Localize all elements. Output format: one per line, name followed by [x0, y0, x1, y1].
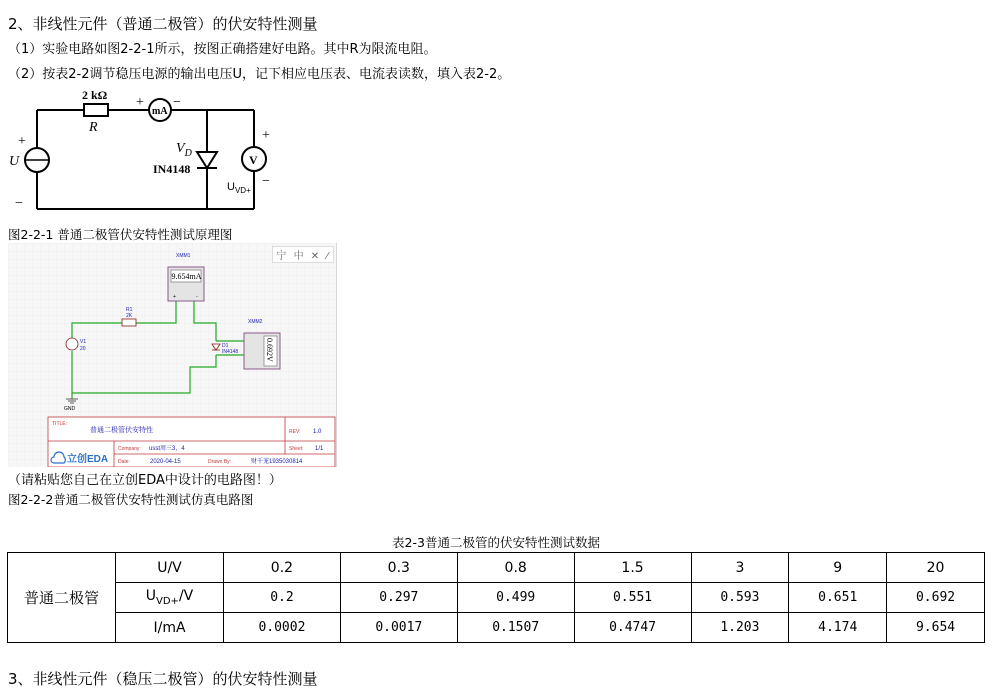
- company-label: Company:: [118, 446, 141, 452]
- rev-label: REV:: [289, 429, 301, 435]
- diode-label: $V_D$: [176, 141, 192, 159]
- rev-value: 1.0: [313, 429, 322, 435]
- source-label: U: [9, 154, 20, 169]
- table-row: [8, 553, 985, 583]
- voltmeter-label: V: [249, 153, 258, 167]
- xmm1-minus: -: [196, 294, 198, 300]
- data-table: [7, 552, 985, 643]
- d1-label: D1: [222, 343, 229, 349]
- xmm1-reading: 9.654mA: [171, 272, 202, 281]
- table-cell: 4.174: [789, 613, 887, 643]
- table-cell: 0.651: [789, 583, 887, 613]
- voltmeter-minus: −: [262, 174, 270, 189]
- table-row: [8, 613, 985, 643]
- eda-toolbar[interactable]: 宁 中 ✕ ⁄: [272, 246, 334, 263]
- table-caption: 表2-3普通二极管的伏安特性测试数据: [392, 535, 600, 550]
- title-value: 普通二极管伏安特性: [90, 427, 153, 434]
- source-minus: −: [15, 196, 23, 211]
- table-cell: 0.551: [574, 583, 691, 613]
- xmm1-plus: +: [173, 294, 176, 300]
- eda-source-v1: [66, 338, 78, 350]
- gnd-label: GND: [64, 406, 76, 412]
- resistor: [84, 104, 108, 116]
- source-plus: +: [18, 134, 26, 149]
- table-cell: 0.593: [691, 583, 789, 613]
- r1-value: 2K: [126, 313, 133, 319]
- ammeter-minus: −: [173, 95, 181, 110]
- vd-label: $U_{VD+}$: [227, 181, 251, 195]
- section-3-title: 3、非线性元件（稳压二极管）的伏安特性测量: [8, 670, 318, 688]
- row-header: 普通二极管: [8, 553, 116, 643]
- ammeter-plus: +: [136, 95, 144, 110]
- xmm2-label: XMM2: [248, 319, 263, 325]
- table-cell: 0.0017: [340, 613, 457, 643]
- figure-2-caption: 图2-2-2普通二极管伏安特性测试仿真电路图: [8, 492, 254, 507]
- voltmeter-plus: +: [262, 128, 270, 143]
- step-1-text: （1）实验电路如图2-2-1所示，按图正确搭建好电路。其中R为限流电阻。: [8, 42, 437, 57]
- title-label: TITLE:: [52, 421, 68, 427]
- eda-resistor-r1: [122, 319, 136, 326]
- row-label: $U_{VD+}/V$: [116, 583, 224, 613]
- date-value: 2020-04-15: [150, 459, 181, 465]
- paste-note: （请粘贴您自己在立创EDA中设计的电路图！）: [8, 473, 282, 488]
- table-cell: 9: [789, 553, 887, 583]
- v1-value: 20: [80, 346, 86, 352]
- date-label: Date:: [118, 459, 130, 465]
- v1-label: V1: [80, 339, 87, 345]
- xmm2-reading: 0.692V: [265, 338, 274, 362]
- sheet-value: 1/1: [315, 446, 324, 452]
- row-label: U/V: [116, 553, 224, 583]
- row-label: I/mA: [116, 613, 224, 643]
- table-cell: 0.2: [224, 553, 341, 583]
- table-cell: 0.499: [457, 583, 574, 613]
- diode-symbol: [197, 152, 217, 168]
- table-cell: 0.0002: [224, 613, 341, 643]
- table-cell: 0.4747: [574, 613, 691, 643]
- table-cell: 1.203: [691, 613, 789, 643]
- resistor-label: R: [89, 120, 98, 135]
- drawn-label: Drawn By:: [208, 459, 232, 465]
- ammeter-label: mA: [152, 106, 168, 117]
- table-cell: 0.1507: [457, 613, 574, 643]
- table-cell: 3: [691, 553, 789, 583]
- d1-model: IN4148: [222, 349, 239, 355]
- sheet-label: Sheet:: [289, 446, 304, 452]
- r1-label: R1: [126, 307, 133, 313]
- company-value: usst周三3，4: [149, 446, 185, 452]
- lceda-logo-text: 立创EDA: [67, 454, 109, 465]
- eda-circuit-screenshot: [8, 243, 337, 467]
- section-2-title: 2、非线性元件（普通二极管）的伏安特性测量: [8, 15, 318, 33]
- xmm1-label: XMM1: [176, 253, 191, 259]
- table-cell: 9.654: [887, 613, 985, 643]
- step-2-text: （2）按表2-2调节稳压电源的输出电压U，记下相应电压表、电流表读数，填入表2-2。: [8, 67, 511, 82]
- table-cell: 0.8: [457, 553, 574, 583]
- table-cell: 0.297: [340, 583, 457, 613]
- table-cell: 0.3: [340, 553, 457, 583]
- figure-1-caption: 图2-2-1 普通二极管伏安特性测试原理图: [8, 227, 233, 242]
- schematic-diagram: [6, 86, 286, 216]
- drawn-value: 财千茏1935030814: [251, 459, 303, 465]
- table-cell: 0.2: [224, 583, 341, 613]
- resistor-value: 2 kΩ: [82, 88, 108, 102]
- table-cell: 20: [887, 553, 985, 583]
- diode-model: IN4148: [153, 162, 191, 176]
- table-cell: 0.692: [887, 583, 985, 613]
- table-cell: 1.5: [574, 553, 691, 583]
- table-row: [8, 583, 985, 613]
